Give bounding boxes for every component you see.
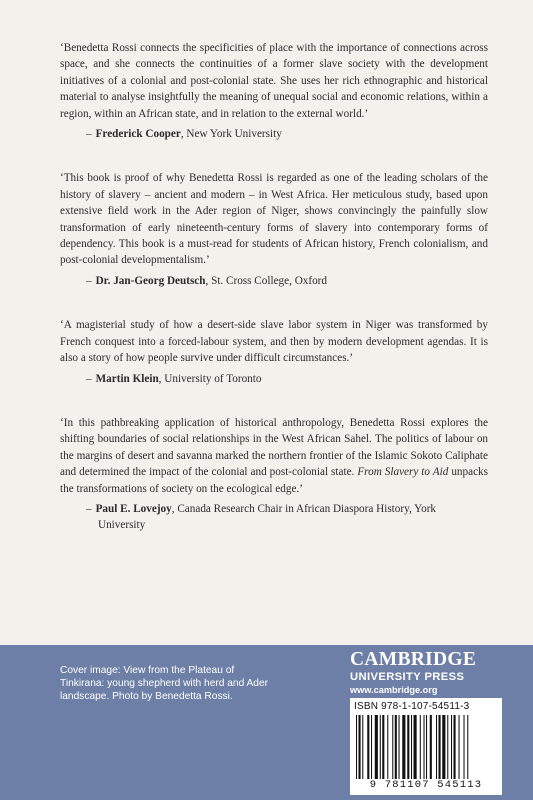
endorsement-attribution: – Dr. Jan-Georg Deutsch, St. Cross College, Oxford (86, 274, 328, 287)
endorsement-cooper (60, 40, 488, 142)
barcode-digits: 9 781107 545113 (369, 779, 483, 791)
footer-band (0, 645, 533, 800)
endorsement-klein (60, 317, 488, 387)
quote-text: ‘Benedetta Rossi connects the specificities of place with the importance of connections across space, and she connects the continuities of a former slave society with the development initiatives of a colonial and post-colonial state. She uses her rich ethnographic and historical material to analyse insightfully the meaning of unequal social and economic relations, within a region, within an African state, and in relation to the external world.’ (60, 42, 488, 120)
book-title: From Slavery to Aid (357, 466, 449, 479)
endorsement-quote (60, 170, 488, 268)
author-name: Frederick Cooper (95, 128, 181, 141)
author-affiliation: , University of Toronto (158, 372, 262, 385)
endorsement-quote (60, 415, 488, 497)
barcode-icon (354, 715, 498, 779)
author-name: Martin Klein (95, 372, 159, 385)
endorsement-deutsch (60, 170, 488, 289)
publisher-subtitle: UNIVERSITY PRESS (350, 671, 465, 683)
quote-text: ‘A magisterial study of how a desert-side slave labor system in Niger was transformed by French conquest into a forced-labour system, and then by modern development agendas. It is also a story of how people survive under difficult circumstances.’ (60, 319, 488, 365)
author-affiliation-continued: University (98, 519, 146, 532)
cover-image-caption: Cover image: View from the Plateau of Tinkirana: young shepherd with herd and Ader landscape. Photo by Benedetta Rossi. (60, 665, 269, 703)
endorsement-attribution: – Martin Klein, University of Toronto (86, 372, 262, 385)
publisher-url: www.cambridge.org (350, 685, 438, 695)
author-affiliation: , New York University (180, 128, 282, 141)
author-name: Paul E. Lovejoy (95, 502, 172, 515)
author-name: Dr. Jan-Georg Deutsch (95, 274, 206, 287)
endorsement-attribution: – Frederick Cooper, New York University (86, 128, 282, 141)
endorsements (60, 40, 488, 562)
endorsement-attribution: – Paul E. Lovejoy, Canada Research Chair in African Diaspora History, York University (86, 501, 488, 534)
publisher-name: CAMBRIDGE (350, 649, 477, 670)
author-affiliation: , Canada Research Chair in African Diaspora History, York (171, 502, 437, 515)
isbn-label: ISBN 978-1-107-54511-3 (354, 701, 470, 712)
endorsement-lovejoy (60, 415, 488, 534)
quote-text: ‘In this pathbreaking application of historical anthropology, Benedetta Rossi explores the shifting boundaries of social relationships in the West African Sahel. The politics of labour on the margins of desert and savanna marked the northern frontier of the Islamic Sokoto Caliphate and determined the impact of the colonial and post-colonial state. From Slavery to Aid unpacks the transformations of society on the ecological edge.’ (60, 416, 488, 495)
endorsement-quote (60, 317, 488, 366)
publisher-logo (350, 649, 500, 696)
barcode-panel (350, 698, 502, 795)
quote-text: ‘This book is proof of why Benedetta Rossi is regarded as one of the leading scholars of the history of slavery – ancient and modern – in West Africa. Her meticulous study, based upon extensive field work in the Ader region of Niger, shows convincingly the painfully slow transformation of early nineteenth-century forms of slavery into contemporary forms of dependency. This book is a must-read for students of African history, French colonialism, and post-colonial developmentalism.’ (60, 172, 488, 267)
endorsement-quote (60, 40, 488, 122)
author-affiliation: , St. Cross College, Oxford (205, 274, 328, 287)
